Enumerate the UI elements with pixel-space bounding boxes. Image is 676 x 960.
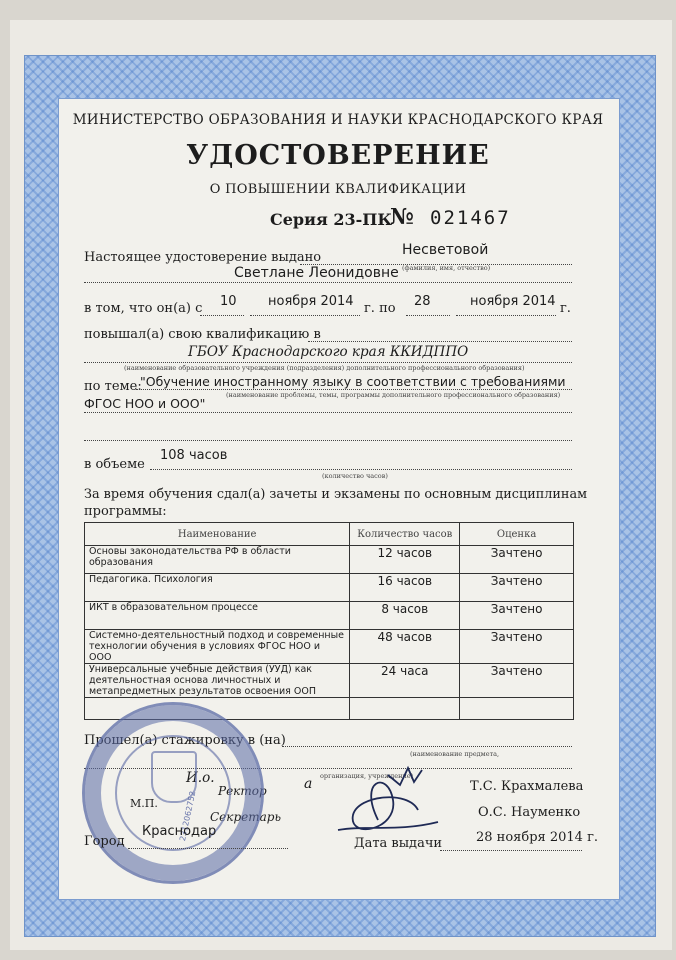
institution-label: повышал(а) свою квалификацию в <box>84 327 321 342</box>
day-to: 28 <box>414 294 431 309</box>
row-hours: 12 часов <box>350 546 460 574</box>
acting-label: И.о. <box>186 770 215 786</box>
exams-intro-1: За время обучения сдал(а) зачеты и экзамены по основным дисциплинам <box>84 487 588 502</box>
period-suffix: г. <box>560 301 571 316</box>
city-label: Город <box>84 834 125 849</box>
rector-name: Т.С. Крахмалева <box>470 779 584 794</box>
internship-line-1 <box>282 746 572 747</box>
ministry-heading: МИНИСТЕРСТВО ОБРАЗОВАНИЯ И НАУКИ КРАСНОДАРСКОГО КРАЯ <box>72 112 604 128</box>
table-row <box>85 664 574 698</box>
row-hours: 16 часов <box>350 574 460 602</box>
topic-line-2 <box>84 412 572 413</box>
row-hours: 24 часа <box>350 664 460 698</box>
issue-date-label: Дата выдачи <box>354 836 443 851</box>
institution-line-1 <box>308 341 572 342</box>
given-names-line <box>84 282 572 283</box>
row-hours <box>350 698 460 720</box>
institution-name: ГБОУ Краснодарского края ККИДППО <box>188 344 469 360</box>
period-to-label: г. по <box>364 301 396 316</box>
table-header-row <box>85 523 574 546</box>
period-prefix: в том, что он(а) с <box>84 301 203 316</box>
month-to: ноября 2014 <box>470 294 556 309</box>
certificate-number: 021467 <box>430 207 511 229</box>
stamp-place-label: М.П. <box>130 797 158 810</box>
row-mark <box>460 698 574 720</box>
row-name: Системно-деятельностный подход и современные технологии обучения в условиях ФГОС НОО и ООО <box>85 630 350 664</box>
row-mark: Зачтено <box>460 602 574 630</box>
issue-date: 28 ноября 2014 г. <box>476 830 599 845</box>
official-seal <box>82 702 264 884</box>
row-mark: Зачтено <box>460 630 574 664</box>
city-value: Краснодар <box>142 824 217 839</box>
table-row <box>85 630 574 664</box>
volume-line <box>150 469 572 470</box>
row-mark: Зачтено <box>460 664 574 698</box>
month-to-line <box>456 315 556 316</box>
city-line <box>128 848 288 849</box>
internship-label: Прошел(а) стажировку в (на) <box>84 733 286 748</box>
volume-hint: (количество часов) <box>322 472 388 480</box>
number-sign: № <box>390 204 414 230</box>
internship-letter: а <box>304 776 313 792</box>
topic-label: по теме: <box>84 379 142 394</box>
topic-line-3 <box>84 440 572 441</box>
topic-hint: (наименование проблемы, темы, программы дополнительного профессионального образования) <box>226 391 561 399</box>
row-mark: Зачтено <box>460 574 574 602</box>
day-from-line <box>200 315 244 316</box>
exams-table <box>84 522 574 720</box>
header-hours: Количество часов <box>350 523 460 546</box>
month-from-line <box>250 315 360 316</box>
exams-intro-2: программы: <box>84 504 167 519</box>
row-mark: Зачтено <box>460 546 574 574</box>
certificate-subtitle: О ПОВЫШЕНИИ КВАЛИФИКАЦИИ <box>209 182 467 197</box>
table-row <box>85 602 574 630</box>
issue-date-line <box>440 850 582 851</box>
month-from: ноября 2014 <box>268 294 354 309</box>
header-name: Наименование <box>85 523 350 546</box>
institution-line-2 <box>84 362 572 363</box>
row-hours: 48 часов <box>350 630 460 664</box>
volume-value: 108 часов <box>160 448 228 463</box>
issued-label: Настоящее удостоверение выдано <box>84 250 322 265</box>
row-name: Основы законодательства РФ в области образования <box>85 546 350 574</box>
row-name: Педагогика. Психология <box>85 574 350 602</box>
certificate-title: УДОСТОВЕРЕНИЕ <box>186 140 490 171</box>
header-mark: Оценка <box>460 523 574 546</box>
name-hint: (фамилия, имя, отчество) <box>402 264 491 272</box>
volume-label: в объеме <box>84 457 145 472</box>
seal-number: 2312062752 <box>178 790 198 842</box>
day-to-line <box>406 315 450 316</box>
internship-org-hint: организация, учреждение) <box>320 772 414 780</box>
row-hours: 8 часов <box>350 602 460 630</box>
secretary-name: О.С. Науменко <box>478 805 581 820</box>
row-name: ИКТ в образовательном процессе <box>85 602 350 630</box>
rector-label: Ректор <box>218 784 267 798</box>
day-from: 10 <box>220 294 237 309</box>
institution-hint: (наименование образовательного учреждения (подразделения) дополнительного профессионального образования) <box>124 364 525 372</box>
table-row <box>85 574 574 602</box>
topic-line2: ФГОС НОО и ООО" <box>84 396 206 411</box>
topic-line1: "Обучение иностранному языку в соответствии с требованиями <box>140 374 566 389</box>
secretary-label: Секретарь <box>210 810 281 824</box>
table-row <box>85 546 574 574</box>
recipient-surname: Несветовой <box>402 242 489 258</box>
recipient-given-names: Светлане Леонидовне <box>234 265 399 281</box>
topic-line-1 <box>136 389 572 390</box>
internship-subject-hint: (наименование предмета, <box>410 750 500 758</box>
series-label: Серия 23-ПК <box>270 210 392 229</box>
row-name: Универсальные учебные действия (УУД) как деятельностная основа личностных и метапредметных результатов освоения ООП <box>85 664 350 698</box>
